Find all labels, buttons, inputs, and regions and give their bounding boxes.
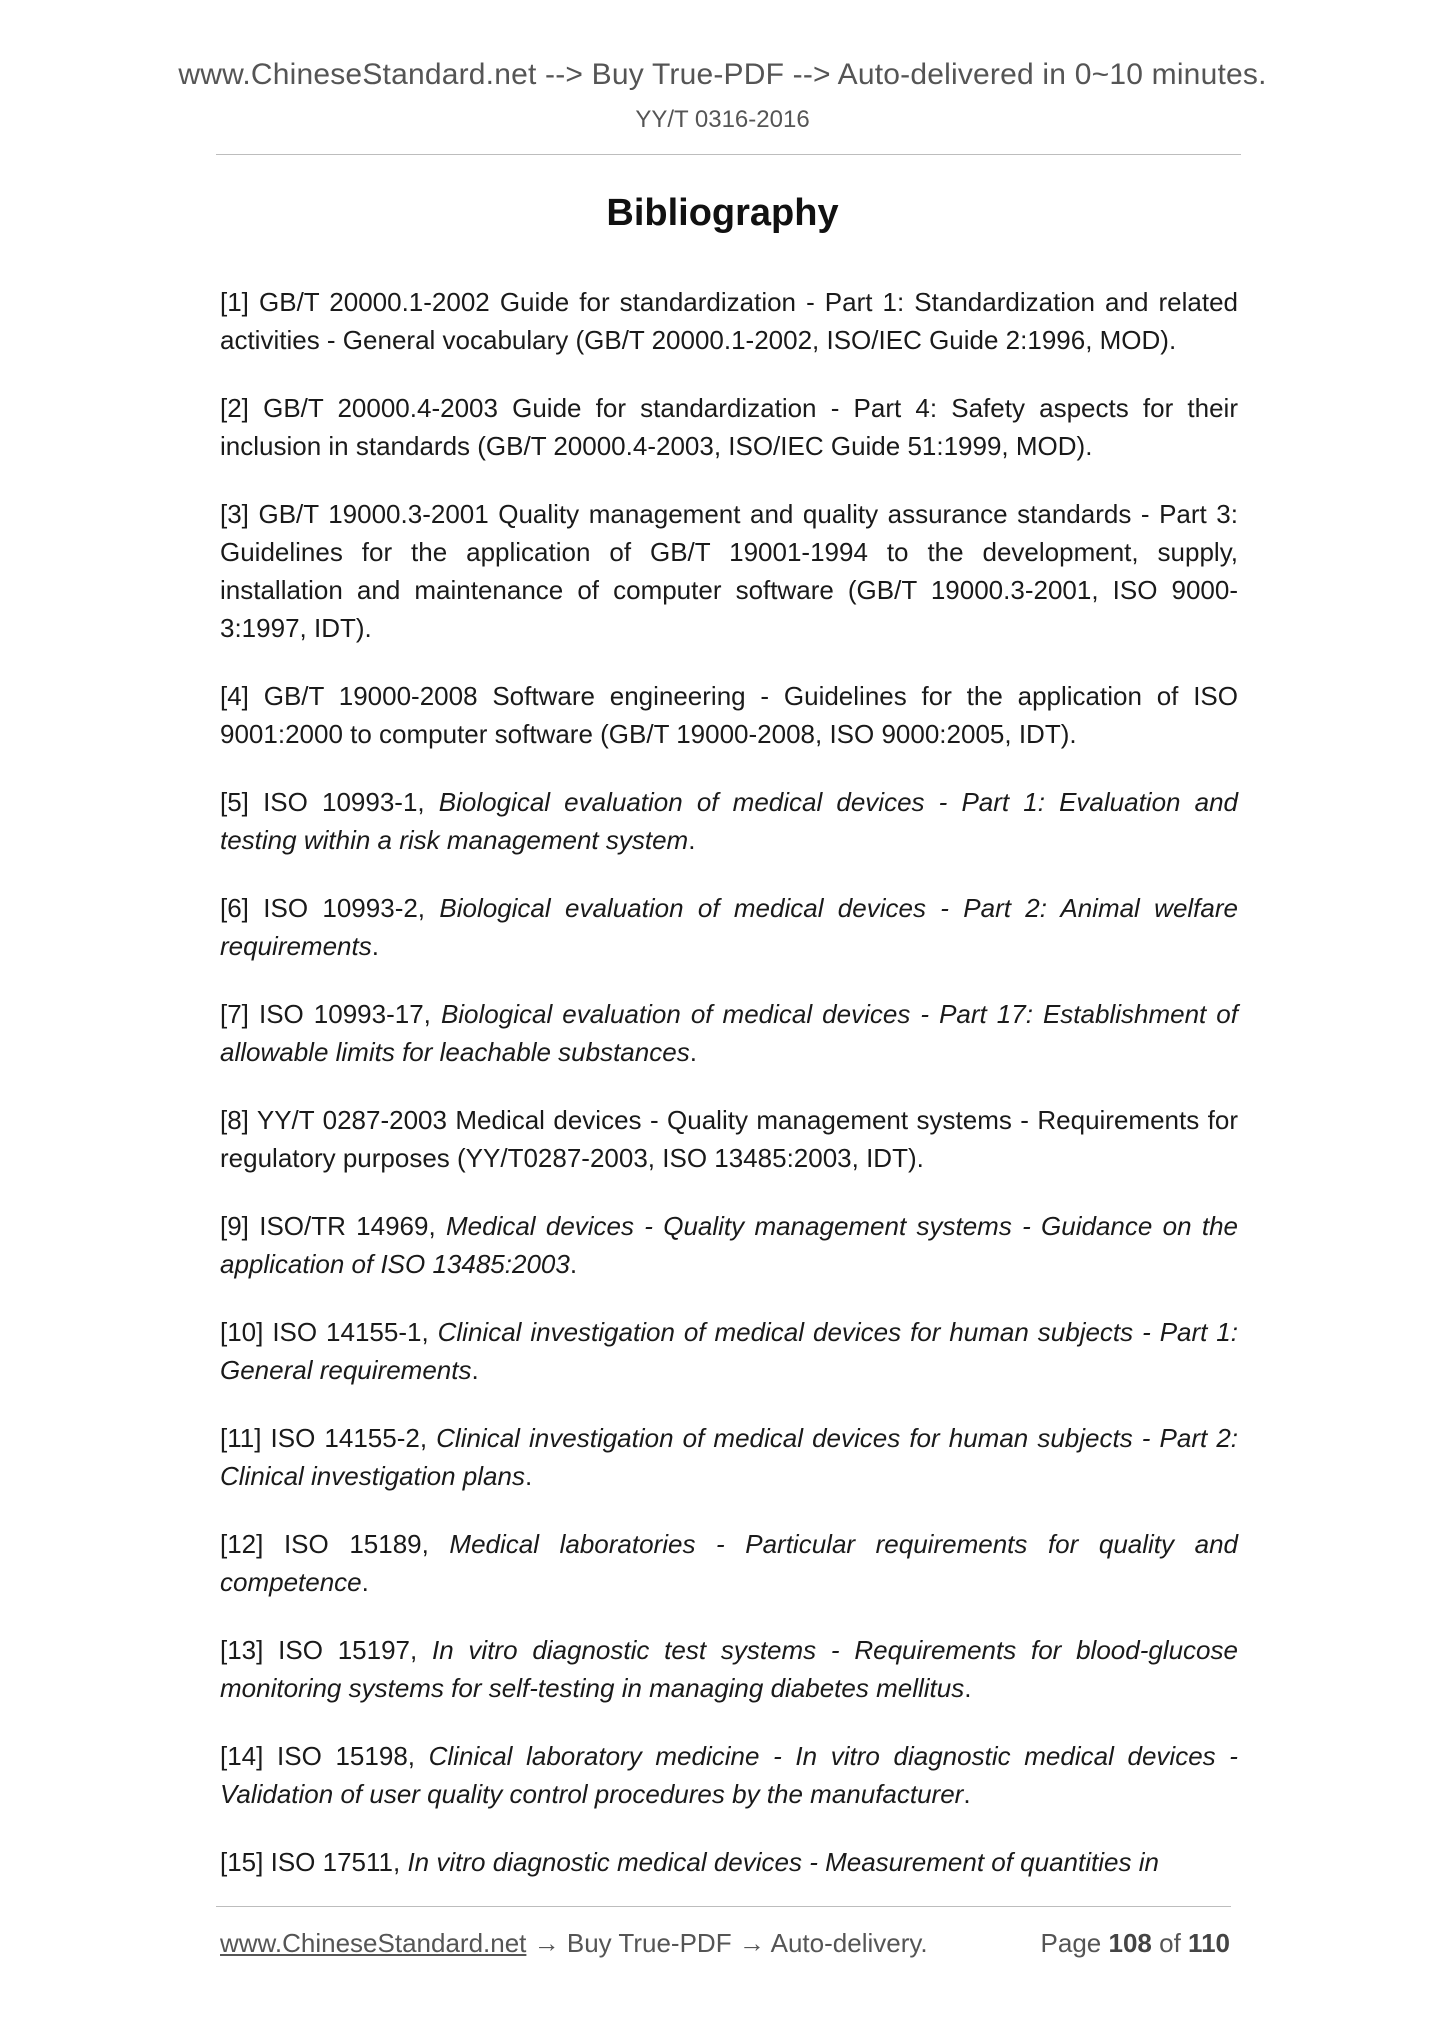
entry-text: ISO 10993-2, — [263, 893, 440, 923]
entry-title: Biological evaluation of medical devices - Part 17: Establishment of allowable limits for leachable substances — [220, 999, 1238, 1067]
bibliography-entry-7 — [220, 995, 1238, 1071]
document-id: YY/T 0316-2016 — [635, 106, 810, 133]
entry-number: [7] — [220, 999, 249, 1029]
entry-number: [15] — [220, 1847, 264, 1877]
entry-text: ISO 15189, — [283, 1529, 450, 1559]
entry-text: ISO 15198, — [277, 1741, 429, 1771]
entry-tail: . — [964, 1673, 972, 1703]
entry-number: [6] — [220, 893, 249, 923]
entry-number: [2] — [220, 393, 249, 423]
entry-text: ISO 10993-17, — [258, 999, 441, 1029]
entry-number: [4] — [220, 681, 249, 711]
entry-number: [9] — [220, 1211, 249, 1241]
bibliography-entry-6 — [220, 889, 1238, 965]
entry-text: ISO 15197, — [278, 1635, 432, 1665]
page-title: Bibliography — [606, 192, 839, 234]
bibliography-list — [220, 283, 1238, 1911]
bibliography-entry-14 — [220, 1737, 1238, 1813]
entry-title: Biological evaluation of medical devices - Part 1: Evaluation and testing within a risk management system — [220, 787, 1238, 855]
entry-tail: . — [524, 1461, 533, 1491]
bibliography-entry-5 — [220, 783, 1238, 859]
entry-tail: . — [471, 1355, 479, 1385]
entry-tail: . — [371, 931, 379, 961]
entry-number: [5] — [220, 787, 249, 817]
page-footer — [220, 1928, 1230, 1968]
bibliography-entry-8 — [220, 1101, 1238, 1177]
entry-title: Clinical laboratory medicine - In vitro diagnostic medical devices - Validation of user quality control procedures by the manufacturer — [220, 1741, 1238, 1809]
bibliography-entry-11 — [220, 1419, 1238, 1495]
bibliography-entry-1 — [220, 283, 1238, 359]
bibliography-entry-3 — [220, 495, 1238, 647]
entry-text: ISO 14155-1, — [272, 1317, 438, 1347]
entry-number: [13] — [220, 1635, 264, 1665]
footer-buy-text: Buy True-PDF — [566, 1928, 732, 1958]
entry-text: YY/T 0287-2003 Medical devices - Quality management systems - Requirements for regulatory purposes (YY/T0287-2003, ISO 13485:2003, IDT). — [220, 1105, 1238, 1173]
entry-text: GB/T 20000.4-2003 Guide for standardization - Part 4: Safety aspects for their inclusion in standards (GB/T 20000.4-2003, ISO/IEC Guide 51:1999, MOD). — [220, 393, 1238, 461]
entry-number: [8] — [220, 1105, 249, 1135]
entry-tail: . — [689, 1037, 697, 1067]
entry-text: GB/T 20000.1-2002 Guide for standardization - Part 1: Standardization and related activities - General vocabulary (GB/T 20000.1-2002, ISO/IEC Guide 2:1996, MOD). — [220, 287, 1238, 355]
page-counter — [1041, 1928, 1230, 1959]
page-number: 108 — [1108, 1928, 1152, 1958]
entry-text: ISO 14155-2, — [270, 1423, 437, 1453]
entry-text: ISO 17511, — [270, 1847, 408, 1877]
entry-number: [1] — [220, 287, 249, 317]
entry-tail: . — [569, 1249, 578, 1279]
bibliography-entry-13 — [220, 1631, 1238, 1707]
bibliography-entry-9 — [220, 1207, 1238, 1283]
bibliography-entry-15 — [220, 1843, 1238, 1881]
entry-title: In vitro diagnostic medical devices - Measurement of quantities in — [407, 1847, 1159, 1877]
entry-title: Biological evaluation of medical devices - Part 2: Animal welfare requirements — [220, 893, 1238, 961]
entry-title: Medical devices - Quality management systems - Guidance on the application of ISO 13485:2003 — [220, 1211, 1238, 1279]
page-total: 110 — [1188, 1928, 1230, 1958]
footer-left — [220, 1928, 928, 1959]
entry-text: GB/T 19000.3-2001 Quality management and quality assurance standards - Part 3: Guidelines for the application of GB/T 19001-1994 to the development, supply, installation and maintenance of computer software (GB/T 19000.3-2001, ISO 9000-3:1997, IDT). — [220, 499, 1238, 643]
bibliography-entry-4 — [220, 677, 1238, 753]
bibliography-entry-2 — [220, 389, 1238, 465]
page-label: Page — [1040, 1928, 1102, 1958]
of-label: of — [1159, 1928, 1181, 1958]
entry-number: [12] — [220, 1529, 264, 1559]
footer-delivery-text: Auto-delivery. — [770, 1928, 928, 1958]
arrow-right-icon: → — [533, 1928, 560, 1958]
footer-divider — [216, 1906, 1231, 1907]
header-divider — [216, 154, 1241, 155]
entry-title: Clinical investigation of medical devices for human subjects - Part 1: General requirements — [220, 1317, 1238, 1385]
entry-tail: . — [963, 1779, 971, 1809]
entry-title: In vitro diagnostic test systems - Requirements for blood-glucose monitoring systems for self-testing in managing diabetes mellitus — [220, 1635, 1238, 1703]
arrow-right-icon: → — [738, 1928, 765, 1958]
header-banner: www.ChineseStandard.net --> Buy True-PDF --> Auto-delivered in 0~10 minutes. — [178, 58, 1267, 91]
entry-number: [14] — [220, 1741, 264, 1771]
entry-text: GB/T 19000-2008 Software engineering - Guidelines for the application of ISO 9001:2000 to computer software (GB/T 19000-2008, ISO 9000:2005, IDT). — [220, 681, 1238, 749]
entry-number: [10] — [220, 1317, 264, 1347]
entry-number: [11] — [220, 1423, 262, 1453]
entry-title: Medical laboratories - Particular requirements for quality and competence — [220, 1529, 1238, 1597]
entry-title: Clinical investigation of medical devices for human subjects - Part 2: Clinical investigation plans — [220, 1423, 1238, 1491]
footer-site-link[interactable]: www.ChineseStandard.net — [220, 1928, 527, 1958]
entry-tail: . — [688, 825, 696, 855]
entry-text: ISO/TR 14969, — [259, 1211, 446, 1241]
entry-tail: . — [361, 1567, 369, 1597]
entry-text: ISO 10993-1, — [263, 787, 439, 817]
entry-number: [3] — [220, 499, 249, 529]
bibliography-entry-12 — [220, 1525, 1238, 1601]
bibliography-entry-10 — [220, 1313, 1238, 1389]
